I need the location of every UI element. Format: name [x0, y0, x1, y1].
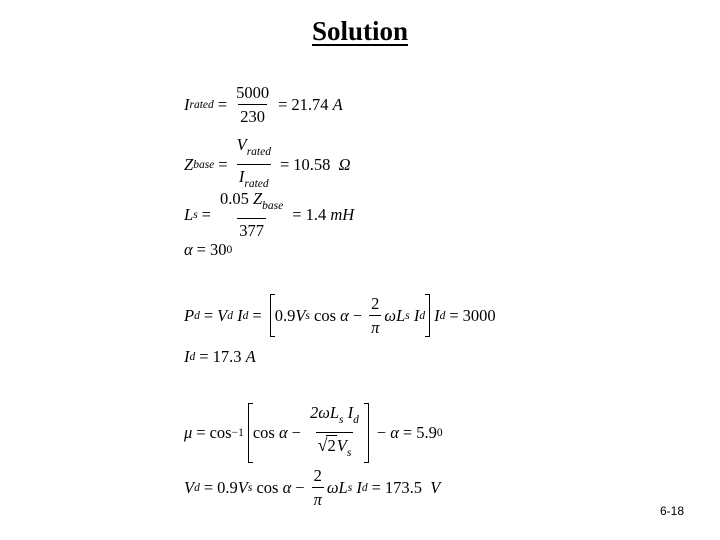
- result-value: 17.3: [212, 347, 242, 366]
- equals-sign: =: [203, 305, 214, 325]
- equals-sign: =: [199, 347, 209, 366]
- cos-function: cos: [314, 305, 337, 325]
- sub-s: s: [339, 414, 344, 426]
- numerator: [218, 189, 285, 218]
- equation-ls: [184, 189, 354, 240]
- var-v: V: [336, 436, 347, 455]
- sub-s: s: [405, 309, 410, 322]
- fraction: [308, 403, 361, 463]
- minus-sign: −: [352, 305, 363, 325]
- numerator: [235, 135, 273, 164]
- var-l: L: [396, 305, 406, 325]
- cos-function: cos: [252, 423, 275, 442]
- var-alpha: α: [278, 423, 288, 442]
- fraction: [234, 83, 271, 126]
- var-i: I: [184, 347, 190, 366]
- equation-pd: [184, 294, 496, 337]
- var-omega: ω: [384, 305, 397, 325]
- equals-sign: =: [371, 477, 381, 497]
- term-2-omega-l: 2ωL: [309, 403, 340, 422]
- var-alpha: α: [340, 305, 349, 325]
- sub-rated: rated: [244, 178, 269, 190]
- unit: A: [332, 94, 343, 114]
- var-z: Z: [252, 189, 263, 208]
- cos-function: cos: [209, 423, 232, 442]
- equals-sign: =: [201, 204, 211, 224]
- result-value: 21.74: [291, 94, 329, 114]
- equals-sign: =: [292, 204, 302, 224]
- fraction: [235, 135, 273, 194]
- equation-id: [184, 347, 256, 367]
- bracket-group: [248, 403, 369, 463]
- numerator: 2: [371, 294, 380, 313]
- equation-alpha: [184, 240, 232, 260]
- sub-s: s: [347, 481, 353, 494]
- unit: A: [245, 347, 256, 366]
- var-i: I: [237, 305, 243, 325]
- var-alpha: α: [184, 240, 193, 259]
- bracket-group: [270, 294, 430, 337]
- denominator: 377: [237, 218, 266, 240]
- sub-d: d: [194, 481, 200, 494]
- equals-sign: =: [196, 423, 206, 442]
- term-omega-l: ωL: [326, 477, 348, 497]
- var-z: Z: [184, 154, 194, 174]
- sub-s: s: [346, 447, 352, 459]
- var-i: I: [413, 305, 420, 325]
- unit: mH: [330, 204, 355, 224]
- var-mu: μ: [184, 423, 193, 442]
- sub-d: d: [189, 351, 196, 363]
- equals-sign: =: [252, 305, 262, 325]
- var-i: I: [347, 403, 354, 422]
- sub-d: d: [361, 481, 368, 494]
- unit: V: [430, 477, 441, 497]
- numerator: [308, 403, 361, 432]
- radicand: 2: [327, 436, 336, 455]
- sub-base: base: [193, 158, 215, 171]
- equals-sign: =: [402, 423, 413, 442]
- coefficient: 0.9: [274, 305, 296, 325]
- unit: Ω: [338, 154, 351, 174]
- fraction: [312, 466, 324, 509]
- var-i: I: [184, 94, 190, 114]
- sub-rated: rated: [189, 98, 214, 111]
- sub-d: d: [353, 414, 359, 426]
- var-alpha: α: [390, 423, 399, 442]
- numerator: 2: [313, 466, 322, 485]
- sub-d: d: [194, 309, 200, 322]
- result-value: 173.5: [384, 477, 422, 497]
- equals-sign: =: [279, 154, 290, 174]
- page-number: 6-18: [659, 504, 684, 518]
- equals-sign: =: [196, 240, 206, 259]
- coefficient: 0.05: [219, 189, 249, 208]
- equals-sign: =: [217, 94, 228, 114]
- equation-irated: [184, 83, 343, 126]
- sub-d: d: [227, 309, 233, 322]
- var-v: V: [237, 477, 248, 497]
- denominator: 230: [238, 104, 267, 126]
- denominator: π: [369, 315, 381, 337]
- minus-sign: −: [295, 477, 305, 497]
- equation-vd: [184, 466, 440, 509]
- var-i: I: [238, 167, 245, 186]
- equation-zbase: [184, 135, 351, 194]
- result-value: 1.4: [305, 204, 327, 224]
- equals-sign: =: [449, 305, 459, 325]
- minus-sign: −: [376, 423, 387, 442]
- value: 30: [209, 240, 227, 259]
- denominator: [316, 432, 354, 463]
- coefficient: 0.9: [217, 477, 238, 497]
- radical-sign: √: [317, 435, 328, 455]
- result-value: 3000: [462, 305, 496, 325]
- fraction: [218, 189, 285, 240]
- var-alpha: α: [282, 477, 292, 497]
- sub-d: d: [419, 309, 426, 322]
- var-l: L: [184, 204, 194, 224]
- equals-sign: =: [203, 477, 214, 497]
- var-v: V: [236, 135, 247, 154]
- denominator: π: [312, 487, 324, 509]
- sub-s: s: [305, 309, 310, 322]
- equation-mu: [184, 403, 443, 463]
- square-root: [318, 435, 337, 455]
- superscript-inverse: −1: [231, 427, 244, 439]
- var-i: I: [356, 477, 362, 497]
- sub-d: d: [242, 309, 249, 322]
- var-v: V: [295, 305, 306, 325]
- var-p: P: [184, 305, 195, 325]
- equals-sign: =: [218, 154, 228, 174]
- slide-title: Solution: [311, 16, 409, 46]
- equals-sign: =: [278, 94, 288, 114]
- var-v: V: [184, 477, 195, 497]
- cos-function: cos: [256, 477, 279, 497]
- sub-base: base: [262, 200, 284, 212]
- minus-sign: −: [291, 423, 301, 442]
- var-v: V: [217, 305, 228, 325]
- numerator: 5000: [236, 83, 270, 102]
- sub-s: s: [193, 208, 198, 221]
- var-i: I: [434, 305, 440, 325]
- superscript-degree: 0: [436, 427, 443, 439]
- fraction: [369, 294, 381, 337]
- sub-s: s: [247, 481, 253, 494]
- result-value: 10.58: [293, 154, 331, 174]
- sub-rated: rated: [246, 146, 271, 158]
- sub-d: d: [439, 309, 446, 322]
- superscript-degree: 0: [226, 244, 233, 256]
- result-value: 5.9: [416, 423, 437, 442]
